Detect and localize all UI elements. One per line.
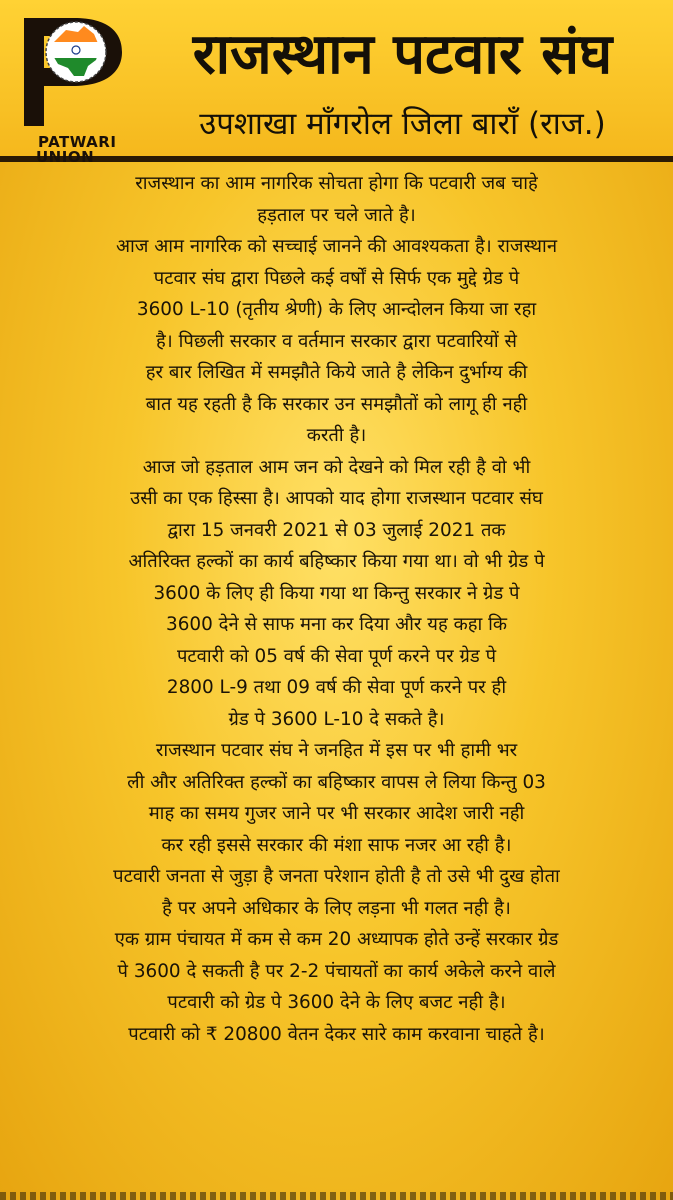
logo-label-union: UNION (36, 148, 95, 166)
body-line: पटवारी को ₹ 20800 वेतन देकर सारे काम करवाना चाहते है। (128, 1023, 545, 1045)
body-line: पटवारी को 05 वर्ष की सेवा पूर्ण करने पर ग्रेड पे (176, 645, 497, 667)
body-line: पटवारी को ग्रेड पे 3600 देने के लिए बजट नही है। (167, 992, 506, 1013)
body-line: राजस्थान पटवार संघ ने जनहित में इस पर भी हामी भर (155, 740, 518, 761)
body-line: द्वारा 15 जनवरी 2021 से 03 जुलाई 2021 तक (167, 519, 506, 541)
body-line: अतिरिक्त हल्कों का कार्य बहिष्कार किया गया था। वो भी ग्रेड पे (128, 551, 545, 572)
body-line: है। पिछली सरकार व वर्तमान सरकार द्वारा पटवारियों से (156, 330, 517, 352)
body-line: पे 3600 दे सकती है पर 2-2 पंचायतों का कार्य अकेले करने वाले (117, 960, 556, 982)
page-subtitle: उपशाखा माँगरोल जिला बाराँ (राज.) (199, 106, 606, 142)
bottom-cutoff-strip (0, 1192, 673, 1200)
body-line: बात यह रहती है कि सरकार उन समझौतों को लागू ही नही (145, 393, 528, 415)
body-line: 3600 देने से साफ मना कर दिया और यह कहा कि (166, 614, 507, 635)
body-line: 3600 L-10 (तृतीय श्रेणी) के लिए आन्दोलन किया जा रहा (136, 299, 537, 320)
body-line: उसी का एक हिस्सा है। आपको याद होगा राजस्थान पटवार संघ (130, 488, 543, 509)
body-line: पटवारी जनता से जुड़ा है जनता परेशान होती है तो उसे भी दुख होता (113, 866, 560, 887)
body-line: पटवार संघ द्वारा पिछले कई वर्षों से सिर्फ एक मुद्दे ग्रेड पे (153, 267, 520, 289)
notice-body (12, 168, 661, 1050)
body-line: 2800 L-9 तथा 09 वर्ष की सेवा पूर्ण करने पर ही (166, 677, 507, 698)
body-line: हर बार लिखित में समझौते किये जाते है लेकिन दुर्भाग्य की (145, 362, 528, 383)
header-banner (0, 0, 673, 166)
body-line: हड़ताल पर चले जाते है। (257, 204, 416, 226)
body-line: करती है। (306, 425, 367, 446)
page-title: राजस्थान पटवार संघ (192, 22, 613, 87)
body-line: माह का समय गुजर जाने पर भी सरकार आदेश जारी नही (148, 803, 525, 824)
body-line: कर रही इससे सरकार की मंशा साफ नजर आ रही है। (161, 834, 512, 856)
logo-label-patwari: PATWARI (38, 133, 117, 151)
body-line: आज आम नागरिक को सच्चाई जानने की आवश्यकता है। राजस्थान (115, 236, 558, 257)
body-line: ग्रेड पे 3600 L-10 दे सकते है। (228, 708, 445, 730)
body-line: 3600 के लिए ही किया गया था किन्तु सरकार ने ग्रेड पे (153, 582, 520, 604)
body-line: एक ग्राम पंचायत में कम से कम 20 अध्यापक होते उन्हें सरकार ग्रेड (114, 929, 559, 950)
body-line: है पर अपने अधिकार के लिए लड़ना भी गलत नही है। (162, 897, 511, 919)
body-line: आज जो हड़ताल आम जन को देखने को मिल रही है वो भी (142, 456, 531, 478)
body-line: राजस्थान का आम नागरिक सोचता होगा कि पटवारी जब चाहे (135, 173, 538, 194)
rajasthan-map-tricolor-logo-icon (14, 14, 134, 166)
body-line: ली और अतिरिक्त हल्कों का बहिष्कार वापस ले लिया किन्तु 03 (127, 771, 546, 793)
